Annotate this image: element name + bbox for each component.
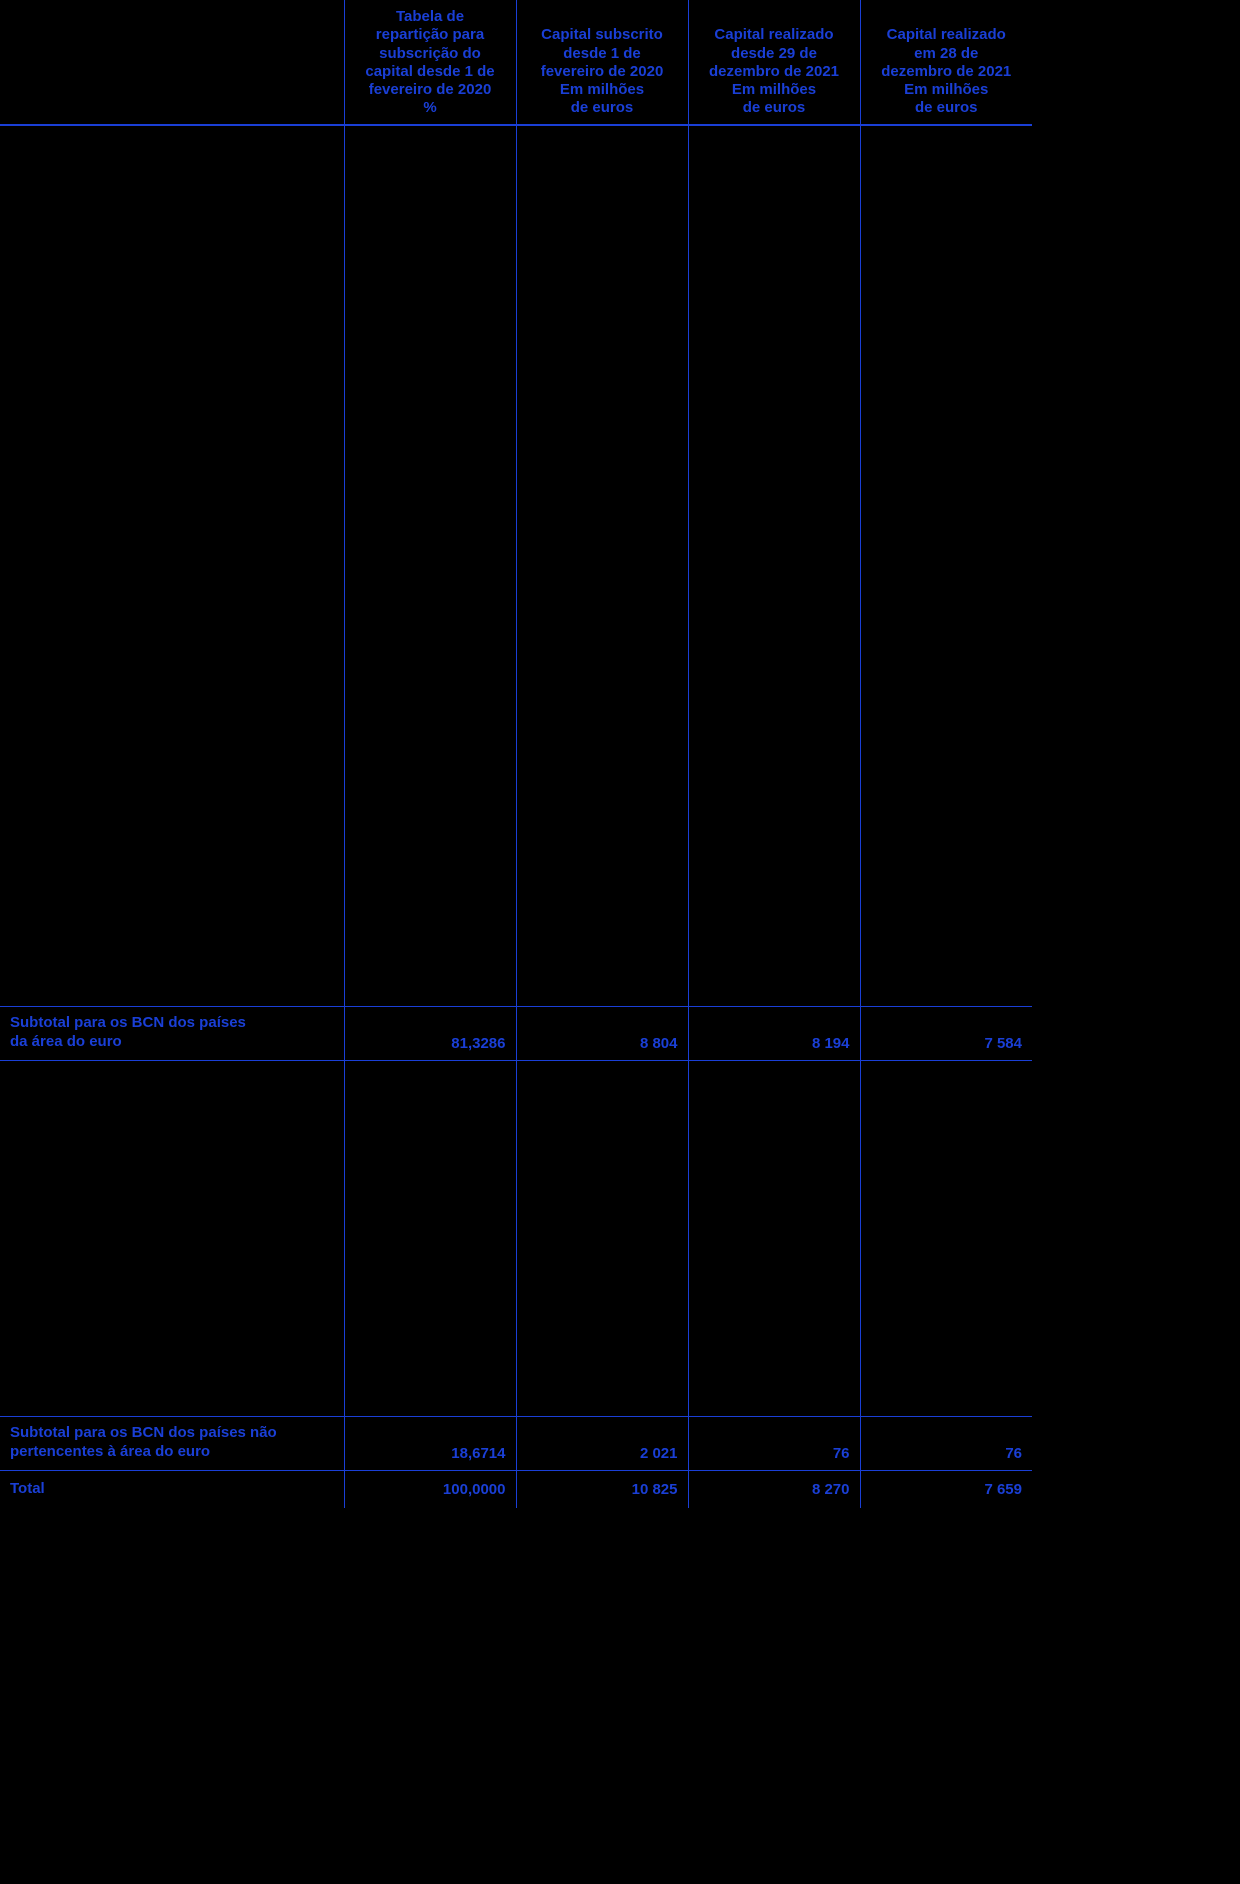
row-label-line: Subtotal para os BCN dos países bbox=[10, 1013, 246, 1031]
header-line: Capital realizado bbox=[714, 26, 834, 44]
cell-paid-up-29-dec: 8 270 bbox=[688, 1470, 860, 1508]
cell-paid-up-29-dec: 8 194 bbox=[688, 1006, 860, 1060]
row-label bbox=[0, 1416, 344, 1470]
spacer-cell bbox=[0, 125, 344, 1007]
header-line: de euros bbox=[914, 99, 978, 117]
table-row-non-euro-area-spacer bbox=[0, 1060, 1032, 1416]
header-line: dezembro de 2021 bbox=[708, 62, 840, 80]
row-label bbox=[0, 1006, 344, 1060]
cell-subscribed-capital: 8 804 bbox=[516, 1006, 688, 1060]
table-row-subtotal-euro-area bbox=[0, 1006, 1032, 1060]
header-line: desde 29 de bbox=[731, 44, 817, 62]
cell-allocation-key: 100,0000 bbox=[344, 1470, 516, 1508]
spacer-cell bbox=[860, 125, 1032, 1007]
row-label bbox=[0, 1470, 344, 1508]
header-cell-allocation-key bbox=[344, 0, 516, 125]
header-cell-subscribed-capital bbox=[516, 0, 688, 125]
spacer-cell bbox=[688, 1060, 860, 1416]
table-row-subtotal-non-euro-area bbox=[0, 1416, 1032, 1470]
header-line: Capital realizado bbox=[886, 26, 1006, 44]
row-label-line: Subtotal para os BCN dos países não bbox=[10, 1423, 277, 1441]
header-line: dezembro de 2021 bbox=[881, 62, 1012, 80]
spacer-cell bbox=[516, 1060, 688, 1416]
cell-subscribed-capital: 2 021 bbox=[516, 1416, 688, 1470]
header-line: fevereiro de 2020 bbox=[540, 62, 664, 80]
cell-paid-up-28-dec: 7 584 bbox=[860, 1006, 1032, 1060]
cell-allocation-key: 18,6714 bbox=[344, 1416, 516, 1470]
header-line: Tabela de bbox=[395, 8, 465, 25]
header-line: Capital subscrito bbox=[541, 26, 663, 44]
header-line: Em milhões bbox=[904, 81, 989, 99]
row-label-line: pertencentes à área do euro bbox=[10, 1443, 211, 1461]
spacer-cell bbox=[516, 125, 688, 1007]
spacer-cell bbox=[688, 125, 860, 1007]
cell-allocation-key: 81,3286 bbox=[344, 1006, 516, 1060]
header-cell-paid-up-capital-29-dec bbox=[688, 0, 860, 125]
header-line: repartição para bbox=[375, 26, 485, 44]
cell-paid-up-29-dec: 76 bbox=[688, 1416, 860, 1470]
header-cell-paid-up-capital-28-dec bbox=[860, 0, 1032, 125]
spacer-cell bbox=[0, 1060, 344, 1416]
cell-paid-up-28-dec: 7 659 bbox=[860, 1470, 1032, 1508]
row-label-line: da área do euro bbox=[10, 1033, 122, 1051]
header-line: em 28 de bbox=[914, 44, 979, 62]
row-label-line: Total bbox=[10, 1479, 45, 1497]
header-row bbox=[0, 0, 1032, 125]
table-header bbox=[0, 0, 1032, 125]
header-line: capital desde 1 de bbox=[365, 62, 495, 80]
header-cell-blank bbox=[0, 0, 344, 125]
header-line: Em milhões bbox=[559, 81, 645, 99]
header-line: subscrição do bbox=[379, 44, 481, 62]
header-line: fevereiro de 2020 bbox=[368, 81, 492, 99]
cell-subscribed-capital: 10 825 bbox=[516, 1470, 688, 1508]
header-line: Em milhões bbox=[731, 81, 817, 99]
header-line: desde 1 de bbox=[563, 44, 641, 62]
spacer-cell bbox=[344, 125, 516, 1007]
table-row-euro-area-spacer bbox=[0, 125, 1032, 1007]
spacer-cell bbox=[344, 1060, 516, 1416]
header-line: de euros bbox=[570, 99, 634, 117]
table-body bbox=[0, 125, 1032, 1509]
header-line: % bbox=[423, 99, 437, 117]
cell-paid-up-28-dec: 76 bbox=[860, 1416, 1032, 1470]
table-row-total bbox=[0, 1470, 1032, 1508]
header-line: de euros bbox=[742, 99, 806, 117]
spacer-cell bbox=[860, 1060, 1032, 1416]
